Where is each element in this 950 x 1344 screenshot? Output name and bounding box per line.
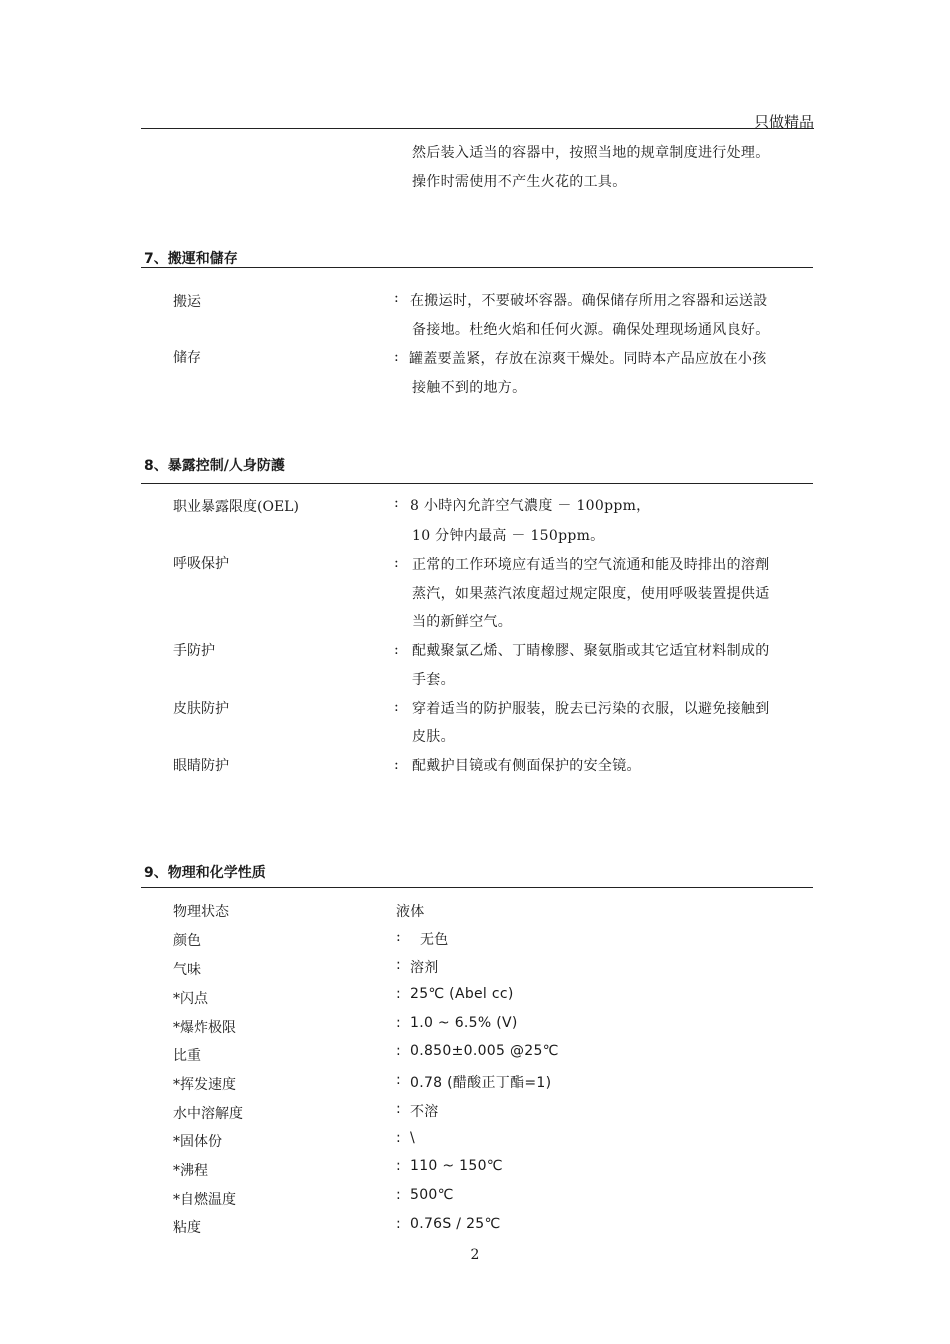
property-colon-viscosity: : bbox=[396, 1216, 401, 1232]
property-value-solids-content: \ bbox=[410, 1130, 416, 1146]
skin-protection-colon: : bbox=[394, 699, 399, 715]
property-value-color: 无色 bbox=[420, 932, 449, 948]
page-number: 2 bbox=[470, 1247, 480, 1263]
hand-protection-value-line-2: 手套。 bbox=[412, 672, 455, 688]
section-8-rule bbox=[141, 483, 813, 484]
section-9-rule bbox=[141, 887, 813, 888]
eye-protection-label: 眼睛防护 bbox=[173, 758, 229, 774]
handling-value-line-2: 备接地。杜绝火焰和任何火源。确保处理现场通风良好。 bbox=[412, 322, 770, 338]
eye-protection-value: 配戴护目镜或有侧面保护的安全镜。 bbox=[412, 758, 641, 774]
property-colon-odor: : bbox=[396, 957, 401, 973]
storage-label: 储存 bbox=[173, 350, 201, 366]
property-label-explosive-limits: *爆炸极限 bbox=[173, 1020, 236, 1036]
property-value-specific-gravity: 0.850±0.005 @25℃ bbox=[410, 1043, 559, 1059]
property-label-autoignition-temp: *自燃温度 bbox=[173, 1192, 236, 1208]
handling-value-line-1: 在搬运时，不要破坏容器。确保储存所用之容器和运送設 bbox=[410, 293, 768, 309]
property-value-evaporation-rate: 0.78 (醋酸正丁酯=1) bbox=[410, 1075, 552, 1091]
property-value-odor: 溶剂 bbox=[410, 960, 439, 976]
header-text: 只做精品 bbox=[753, 113, 814, 131]
intro-line-2: 操作时需使用不产生火花的工具。 bbox=[412, 174, 627, 190]
section-8-title: 8、暴露控制/人身防護 bbox=[144, 458, 285, 474]
property-colon-solids-content: : bbox=[396, 1130, 401, 1146]
respiratory-value-line-3: 当的新鲜空气。 bbox=[412, 614, 513, 630]
property-value-explosive-limits: 1.0 ~ 6.5% (V) bbox=[410, 1015, 518, 1031]
property-value-water-solubility: 不溶 bbox=[410, 1104, 439, 1120]
intro-line-1: 然后装入适当的容器中，按照当地的规章制度进行处理。 bbox=[412, 145, 770, 161]
property-colon-flash-point: : bbox=[396, 986, 401, 1002]
oel-label: 职业暴露限度(OEL) bbox=[173, 499, 299, 515]
property-colon-boiling-range: : bbox=[396, 1158, 401, 1174]
section-9-title: 9、物理和化学性质 bbox=[144, 865, 266, 881]
property-value-physical-state: 液体 bbox=[396, 904, 425, 920]
respiratory-colon: : bbox=[394, 555, 399, 571]
property-label-physical-state: 物理状态 bbox=[173, 904, 229, 920]
property-label-boiling-range: *沸程 bbox=[173, 1163, 208, 1179]
property-label-solids-content: *固体份 bbox=[173, 1134, 222, 1150]
oel-value-line-2: 10 分钟内最高 － 150ppm。 bbox=[412, 528, 605, 544]
property-label-flash-point: *闪点 bbox=[173, 991, 208, 1007]
handling-label: 搬运 bbox=[173, 294, 201, 310]
storage-colon: : bbox=[394, 349, 399, 365]
property-value-boiling-range: 110 ~ 150℃ bbox=[410, 1158, 503, 1174]
skin-protection-label: 皮肤防护 bbox=[173, 701, 229, 717]
oel-colon: : bbox=[394, 495, 399, 511]
property-value-viscosity: 0.76S / 25℃ bbox=[410, 1216, 501, 1232]
property-colon-color: : bbox=[396, 929, 401, 945]
property-colon-water-solubility: : bbox=[396, 1101, 401, 1117]
hand-protection-colon: : bbox=[394, 642, 399, 658]
respiratory-value-line-1: 正常的工作环境应有适当的空气流通和能及時排出的溶劑 bbox=[412, 557, 770, 573]
respiratory-value-line-2: 蒸汽，如果蒸汽浓度超过规定限度，使用呼吸装置提供适 bbox=[412, 586, 770, 602]
skin-protection-value-line-1: 穿着适当的防护服装，脫去已污染的衣服，以避免接触到 bbox=[412, 701, 770, 717]
property-colon-explosive-limits: : bbox=[396, 1015, 401, 1031]
section-7-title: 7、搬運和儲存 bbox=[144, 251, 238, 267]
handling-colon: : bbox=[394, 290, 399, 306]
property-label-water-solubility: 水中溶解度 bbox=[173, 1106, 243, 1122]
property-label-odor: 气味 bbox=[173, 962, 201, 978]
oel-value-line-1: 8 小時內允許空气濃度 － 100ppm， bbox=[410, 498, 651, 514]
property-label-specific-gravity: 比重 bbox=[173, 1048, 201, 1064]
property-label-evaporation-rate: *挥发速度 bbox=[173, 1077, 236, 1093]
property-label-color: 颜色 bbox=[173, 933, 201, 949]
property-value-autoignition-temp: 500℃ bbox=[410, 1187, 454, 1203]
hand-protection-value-line-1: 配戴聚氯乙烯、丁睛橡膠、聚氨脂或其它适宜材料制成的 bbox=[412, 643, 770, 659]
property-colon-autoignition-temp: : bbox=[396, 1187, 401, 1203]
respiratory-label: 呼吸保护 bbox=[173, 556, 229, 572]
section-7-rule bbox=[141, 267, 813, 268]
property-colon-evaporation-rate: : bbox=[396, 1072, 401, 1088]
storage-value-line-2: 接触不到的地方。 bbox=[412, 380, 527, 396]
property-value-flash-point: 25℃ (Abel cc) bbox=[410, 986, 514, 1002]
skin-protection-value-line-2: 皮肤。 bbox=[412, 729, 455, 745]
property-colon-specific-gravity: : bbox=[396, 1043, 401, 1059]
header-rule bbox=[141, 128, 814, 129]
eye-protection-colon: : bbox=[394, 757, 399, 773]
storage-value-line-1: 罐蓋要盖紧，存放在涼爽干燥处。同時本产品应放在小孩 bbox=[409, 351, 767, 367]
property-label-viscosity: 粘度 bbox=[173, 1220, 201, 1236]
hand-protection-label: 手防护 bbox=[173, 643, 215, 659]
